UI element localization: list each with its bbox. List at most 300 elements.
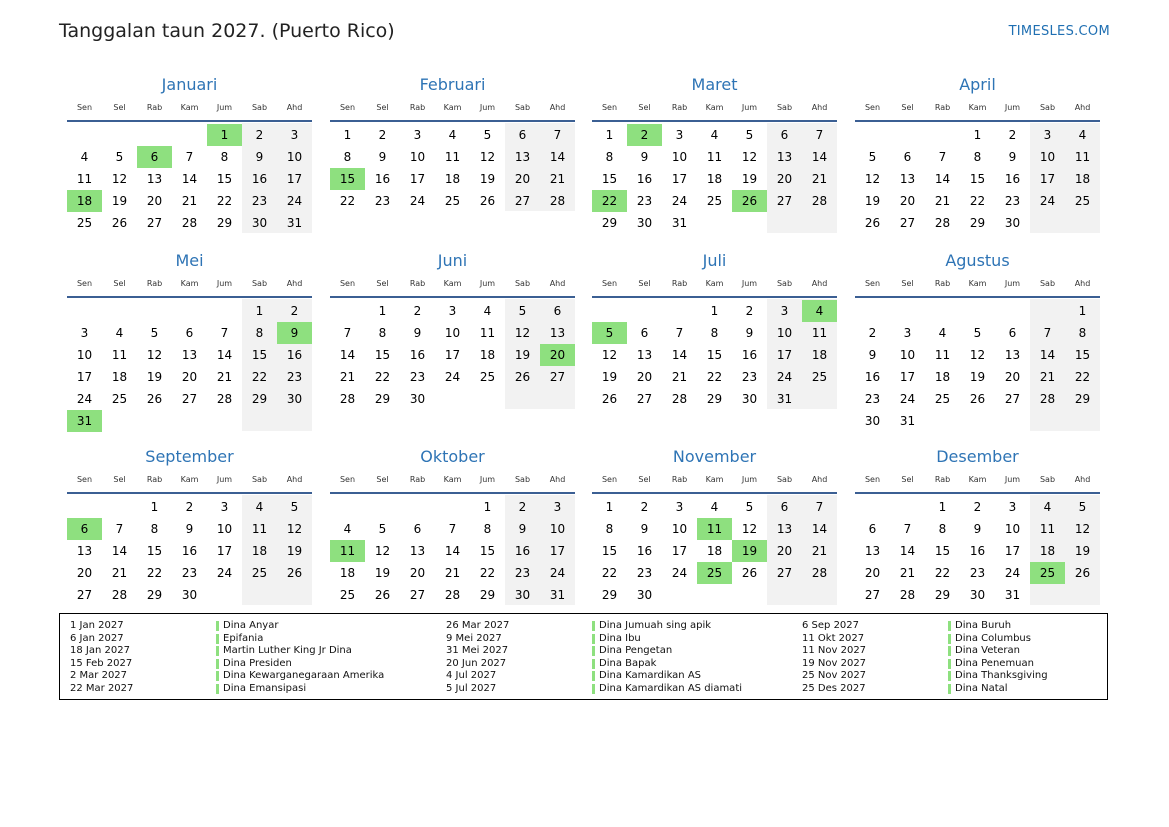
month-divider: [67, 492, 312, 494]
day-cell: 13: [181, 348, 198, 362]
day-cell: 24: [671, 194, 688, 208]
day-cell: 8: [973, 150, 982, 164]
day-cell: 11: [706, 150, 723, 164]
day-cell: 15: [374, 348, 391, 362]
day-cell: 29: [374, 392, 391, 406]
day-cell: 26: [286, 566, 303, 580]
day-cell: 25: [479, 370, 496, 384]
weekday-label: Rab: [671, 475, 688, 484]
weekday-label: Sab: [1039, 475, 1056, 484]
weekday-label: Jum: [741, 475, 758, 484]
holiday-name: Dina Ibu: [599, 632, 641, 644]
day-cell: 6: [185, 326, 194, 340]
day-cell: 10: [286, 150, 303, 164]
month-title: Juni: [437, 251, 468, 270]
weekday-label: Kam: [968, 103, 987, 112]
day-cell: 4: [343, 522, 352, 536]
holiday-date: 19 Nov 2027: [802, 657, 867, 669]
day-cell: 16: [1004, 172, 1021, 186]
day-cell: 30: [1004, 216, 1021, 230]
day-cell: 13: [409, 544, 426, 558]
day-cell: 22: [479, 566, 496, 580]
holiday-name: Dina Veteran: [955, 645, 1020, 657]
day-cell: 4: [80, 150, 89, 164]
day-cell: 23: [286, 370, 303, 384]
day-cell: 23: [969, 566, 986, 580]
day-cell: 13: [899, 172, 916, 186]
weekday-label: Rab: [671, 103, 688, 112]
day-cell: 20: [864, 566, 881, 580]
day-cell: 21: [549, 172, 566, 186]
day-cell: 17: [671, 544, 688, 558]
holiday-day-cell: 15: [330, 168, 365, 190]
holiday-date: 2 Mar 2027: [70, 670, 128, 682]
weekday-label: Sen: [864, 279, 881, 288]
holiday-day-cell: 11: [697, 518, 732, 540]
holiday-day-cell: 31: [67, 410, 102, 432]
month-divider: [592, 492, 837, 494]
holiday-day-cell: 6: [67, 518, 102, 540]
day-cell: 8: [483, 522, 492, 536]
weekday-label: Jum: [479, 475, 496, 484]
day-cell: 7: [903, 522, 912, 536]
day-cell: 3: [413, 128, 422, 142]
weekday-label: Sab: [776, 279, 793, 288]
day-cell: 12: [741, 522, 758, 536]
day-cell: 25: [811, 370, 828, 384]
weekday-label: Ahd: [811, 475, 828, 484]
weekday-label: Jum: [216, 279, 233, 288]
holiday-date: 11 Okt 2027: [802, 632, 865, 644]
day-cell: 16: [636, 172, 653, 186]
day-cell: 7: [1043, 326, 1052, 340]
holiday-name: Dina Buruh: [955, 620, 1012, 631]
day-cell: 1: [605, 128, 614, 142]
weekday-label: Jum: [479, 103, 496, 112]
day-cell: 13: [514, 150, 531, 164]
day-cell: 24: [1039, 194, 1056, 208]
day-cell: 19: [514, 348, 531, 362]
day-cell: 16: [864, 370, 881, 384]
month-divider: [592, 296, 837, 298]
day-cell: 28: [671, 392, 688, 406]
day-cell: 5: [1078, 500, 1087, 514]
day-cell: 15: [706, 348, 723, 362]
month-divider: [67, 296, 312, 298]
holiday-marker: [948, 684, 951, 694]
day-cell: 15: [969, 172, 986, 186]
day-cell: 17: [76, 370, 93, 384]
day-cell: 10: [444, 326, 461, 340]
weekday-label: Kam: [705, 475, 724, 484]
day-cell: 26: [146, 392, 163, 406]
day-cell: 22: [601, 566, 618, 580]
day-cell: 9: [1008, 150, 1017, 164]
weekday-label: Ahd: [286, 103, 303, 112]
day-cell: 17: [1039, 172, 1056, 186]
holiday-day-cell: 22: [592, 190, 627, 212]
holiday-day-cell: 26: [732, 190, 767, 212]
day-cell: 20: [636, 370, 653, 384]
day-cell: 31: [671, 216, 688, 230]
weekday-header: [592, 279, 837, 291]
day-cell: 25: [251, 566, 268, 580]
day-cell: 3: [220, 500, 229, 514]
day-cell: 17: [671, 172, 688, 186]
holiday-day-cell: 11: [330, 540, 365, 562]
day-cell: 25: [934, 392, 951, 406]
day-cell: 29: [146, 588, 163, 602]
day-cell: 1: [378, 304, 387, 318]
weekday-header: [330, 103, 575, 115]
holiday-marker: [948, 659, 951, 669]
day-cell: 15: [601, 172, 618, 186]
day-cell: 27: [776, 566, 793, 580]
holiday-marker: [216, 634, 219, 644]
holiday-day-cell: 18: [67, 190, 102, 212]
day-cell: 24: [444, 370, 461, 384]
day-cell: 14: [216, 348, 233, 362]
day-cell: 2: [255, 128, 264, 142]
month-desember: [855, 447, 1100, 622]
day-cell: 25: [706, 194, 723, 208]
weekday-label: Sen: [864, 103, 881, 112]
day-cell: 1: [605, 500, 614, 514]
day-cell: 24: [76, 392, 93, 406]
day-cell: 21: [339, 370, 356, 384]
weekday-header: [592, 475, 837, 487]
holiday-marker: [592, 621, 595, 631]
day-cell: 6: [640, 326, 649, 340]
day-cell: 20: [899, 194, 916, 208]
day-cell: 17: [409, 172, 426, 186]
holiday-day-cell: 9: [277, 322, 312, 344]
day-cell: 8: [220, 150, 229, 164]
day-cell: 10: [216, 522, 233, 536]
day-cell: 19: [479, 172, 496, 186]
day-cell: 12: [514, 326, 531, 340]
holiday-name: Dina Natal: [955, 683, 1008, 694]
day-cell: 9: [255, 150, 264, 164]
day-cell: 13: [776, 150, 793, 164]
month-title: Februari: [419, 75, 486, 94]
day-cell: 13: [146, 172, 163, 186]
holiday-name: Dina Columbus: [955, 632, 1031, 644]
day-cell: 21: [111, 566, 128, 580]
month-divider: [330, 296, 575, 298]
day-cell: 14: [339, 348, 356, 362]
day-cell: 19: [601, 370, 618, 384]
day-cell: 25: [444, 194, 461, 208]
day-cell: 20: [514, 172, 531, 186]
day-cell: 17: [444, 348, 461, 362]
month-title: Mei: [175, 251, 204, 270]
weekday-label: Ahd: [286, 475, 303, 484]
day-cell: 13: [864, 544, 881, 558]
day-cell: 11: [111, 348, 128, 362]
day-cell: 27: [181, 392, 198, 406]
holiday-marker: [592, 671, 595, 681]
day-cell: 18: [339, 566, 356, 580]
day-cell: 23: [864, 392, 881, 406]
weekday-label: Sel: [638, 103, 651, 112]
month-juni: [330, 251, 575, 426]
day-cell: 16: [409, 348, 426, 362]
day-cell: 2: [378, 128, 387, 142]
day-cell: 21: [934, 194, 951, 208]
day-cell: 29: [601, 588, 618, 602]
day-cell: 19: [111, 194, 128, 208]
month-title: Juli: [702, 251, 727, 270]
day-cell: 18: [444, 172, 461, 186]
day-cell: 16: [374, 172, 391, 186]
day-cell: 8: [378, 326, 387, 340]
weekday-label: Jum: [741, 103, 758, 112]
weekday-header: [855, 103, 1100, 115]
day-cell: 21: [181, 194, 198, 208]
weekday-label: Kam: [705, 103, 724, 112]
day-cell: 9: [745, 326, 754, 340]
weekday-label: Sel: [901, 279, 914, 288]
day-cell: 23: [636, 194, 653, 208]
day-cell: 26: [514, 370, 531, 384]
month-september: [67, 447, 312, 622]
day-cell: 16: [251, 172, 268, 186]
holiday-marker: [216, 646, 219, 656]
day-cell: 29: [1074, 392, 1091, 406]
day-cell: 22: [339, 194, 356, 208]
month-oktober: [330, 447, 575, 622]
month-title: November: [672, 447, 757, 466]
day-cell: 12: [111, 172, 128, 186]
day-cell: 29: [216, 216, 233, 230]
day-cell: 31: [1004, 588, 1021, 602]
day-cell: 25: [76, 216, 93, 230]
day-cell: 30: [636, 588, 653, 602]
day-cell: 2: [290, 304, 299, 318]
day-cell: 28: [1039, 392, 1056, 406]
day-cell: 24: [1004, 566, 1021, 580]
day-cell: 6: [903, 150, 912, 164]
day-cell: 7: [553, 128, 562, 142]
day-cell: 29: [479, 588, 496, 602]
holiday-marker: [948, 646, 951, 656]
weekday-label: Kam: [443, 279, 462, 288]
site-link[interactable]: TIMESLES.COM: [1008, 24, 1110, 39]
holiday-marker: [592, 684, 595, 694]
day-cell: 30: [514, 588, 531, 602]
day-cell: 20: [409, 566, 426, 580]
day-cell: 14: [811, 522, 828, 536]
day-cell: 27: [864, 588, 881, 602]
month-divider: [330, 492, 575, 494]
day-cell: 26: [479, 194, 496, 208]
weekday-label: Sab: [1039, 279, 1056, 288]
weekday-label: Rab: [409, 475, 426, 484]
day-cell: 12: [1074, 522, 1091, 536]
day-cell: 14: [111, 544, 128, 558]
day-cell: 16: [969, 544, 986, 558]
day-cell: 1: [710, 304, 719, 318]
holiday-day-cell: 25: [1030, 562, 1065, 584]
day-cell: 7: [815, 500, 824, 514]
day-cell: 19: [969, 370, 986, 384]
weekday-label: Sel: [376, 279, 389, 288]
holiday-day-cell: 4: [802, 300, 837, 322]
day-cell: 21: [1039, 370, 1056, 384]
weekday-label: Sel: [638, 475, 651, 484]
holiday-day-cell: 6: [137, 146, 172, 168]
holiday-date: 15 Feb 2027: [70, 657, 133, 669]
holiday-marker: [948, 634, 951, 644]
holiday-name: Dina Kamardikan AS diamati: [599, 683, 743, 694]
month-april: [855, 75, 1100, 250]
weekday-label: Sel: [376, 475, 389, 484]
holiday-date: 25 Des 2027: [802, 683, 866, 694]
holiday-date: 18 Jan 2027: [70, 645, 130, 657]
weekday-label: Jum: [1004, 279, 1021, 288]
day-cell: 28: [899, 588, 916, 602]
weekday-label: Kam: [180, 279, 199, 288]
day-cell: 22: [374, 370, 391, 384]
page-title: Tanggalan taun 2027. (Puerto Rico): [59, 20, 395, 42]
day-cell: 18: [111, 370, 128, 384]
day-cell: 18: [1074, 172, 1091, 186]
day-cell: 28: [339, 392, 356, 406]
day-cell: 10: [1004, 522, 1021, 536]
day-cell: 11: [811, 326, 828, 340]
weekday-label: Sab: [251, 103, 268, 112]
month-divider: [67, 120, 312, 122]
weekday-label: Kam: [180, 475, 199, 484]
day-cell: 22: [1074, 370, 1091, 384]
day-cell: 7: [185, 150, 194, 164]
day-cell: 20: [776, 172, 793, 186]
weekday-label: Jum: [216, 103, 233, 112]
day-cell: 7: [115, 522, 124, 536]
holiday-day-cell: 5: [592, 322, 627, 344]
day-cell: 10: [671, 150, 688, 164]
month-divider: [592, 120, 837, 122]
day-cell: 5: [868, 150, 877, 164]
day-cell: 4: [115, 326, 124, 340]
day-cell: 4: [483, 304, 492, 318]
weekday-label: Sen: [76, 279, 93, 288]
weekday-label: Rab: [671, 279, 688, 288]
holiday-date: 26 Mar 2027: [446, 620, 510, 631]
day-cell: 11: [934, 348, 951, 362]
day-cell: 19: [864, 194, 881, 208]
day-cell: 22: [146, 566, 163, 580]
day-cell: 17: [899, 370, 916, 384]
day-cell: 31: [549, 588, 566, 602]
day-cell: 4: [938, 326, 947, 340]
holiday-date: 1 Jan 2027: [70, 620, 124, 631]
weekday-label: Rab: [146, 279, 163, 288]
holiday-marker: [216, 671, 219, 681]
day-cell: 19: [286, 544, 303, 558]
holiday-date: 31 Mei 2027: [446, 645, 509, 657]
day-cell: 4: [1078, 128, 1087, 142]
month-divider: [855, 120, 1100, 122]
weekday-label: Jum: [1004, 103, 1021, 112]
day-cell: 5: [973, 326, 982, 340]
day-cell: 2: [518, 500, 527, 514]
holiday-name: Dina Jumuah sing apik: [599, 620, 712, 631]
day-cell: 14: [671, 348, 688, 362]
day-cell: 8: [343, 150, 352, 164]
day-cell: 7: [343, 326, 352, 340]
day-cell: 27: [76, 588, 93, 602]
day-cell: 30: [181, 588, 198, 602]
weekday-label: Sen: [76, 475, 93, 484]
day-cell: 17: [1004, 544, 1021, 558]
day-cell: 11: [76, 172, 93, 186]
day-cell: 9: [640, 522, 649, 536]
day-cell: 4: [1043, 500, 1052, 514]
day-cell: 26: [111, 216, 128, 230]
weekday-label: Ahd: [286, 279, 303, 288]
day-cell: 3: [553, 500, 562, 514]
day-cell: 15: [601, 544, 618, 558]
day-cell: 7: [220, 326, 229, 340]
day-cell: 15: [934, 544, 951, 558]
day-cell: 4: [710, 500, 719, 514]
day-cell: 13: [636, 348, 653, 362]
month-title: Agustus: [945, 251, 1010, 270]
day-cell: 24: [671, 566, 688, 580]
month-maret: [592, 75, 837, 250]
day-cell: 1: [938, 500, 947, 514]
weekday-label: Sen: [601, 475, 618, 484]
holiday-name: Dina Presiden: [223, 657, 292, 669]
day-cell: 9: [868, 348, 877, 362]
day-cell: 3: [780, 304, 789, 318]
day-cell: 23: [1004, 194, 1021, 208]
day-cell: 9: [640, 150, 649, 164]
day-cell: 4: [255, 500, 264, 514]
month-divider: [330, 120, 575, 122]
day-cell: 23: [374, 194, 391, 208]
month-juli: [592, 251, 837, 426]
day-cell: 22: [969, 194, 986, 208]
holiday-day-cell: 2: [627, 124, 662, 146]
day-cell: 9: [518, 522, 527, 536]
weekday-label: Kam: [968, 279, 987, 288]
day-cell: 3: [448, 304, 457, 318]
day-cell: 12: [286, 522, 303, 536]
weekday-header: [67, 475, 312, 487]
month-title: Maret: [691, 75, 738, 94]
day-cell: 10: [899, 348, 916, 362]
weekday-label: Sen: [339, 475, 356, 484]
day-cell: 1: [483, 500, 492, 514]
day-cell: 20: [76, 566, 93, 580]
day-cell: 26: [1074, 566, 1091, 580]
day-cell: 10: [549, 522, 566, 536]
day-cell: 27: [146, 216, 163, 230]
day-cell: 28: [444, 588, 461, 602]
weekday-label: Kam: [443, 103, 462, 112]
day-cell: 13: [76, 544, 93, 558]
day-cell: 24: [899, 392, 916, 406]
day-cell: 8: [938, 522, 947, 536]
day-cell: 21: [811, 544, 828, 558]
weekday-label: Sel: [901, 103, 914, 112]
day-cell: 3: [675, 128, 684, 142]
day-cell: 12: [374, 544, 391, 558]
day-cell: 2: [413, 304, 422, 318]
